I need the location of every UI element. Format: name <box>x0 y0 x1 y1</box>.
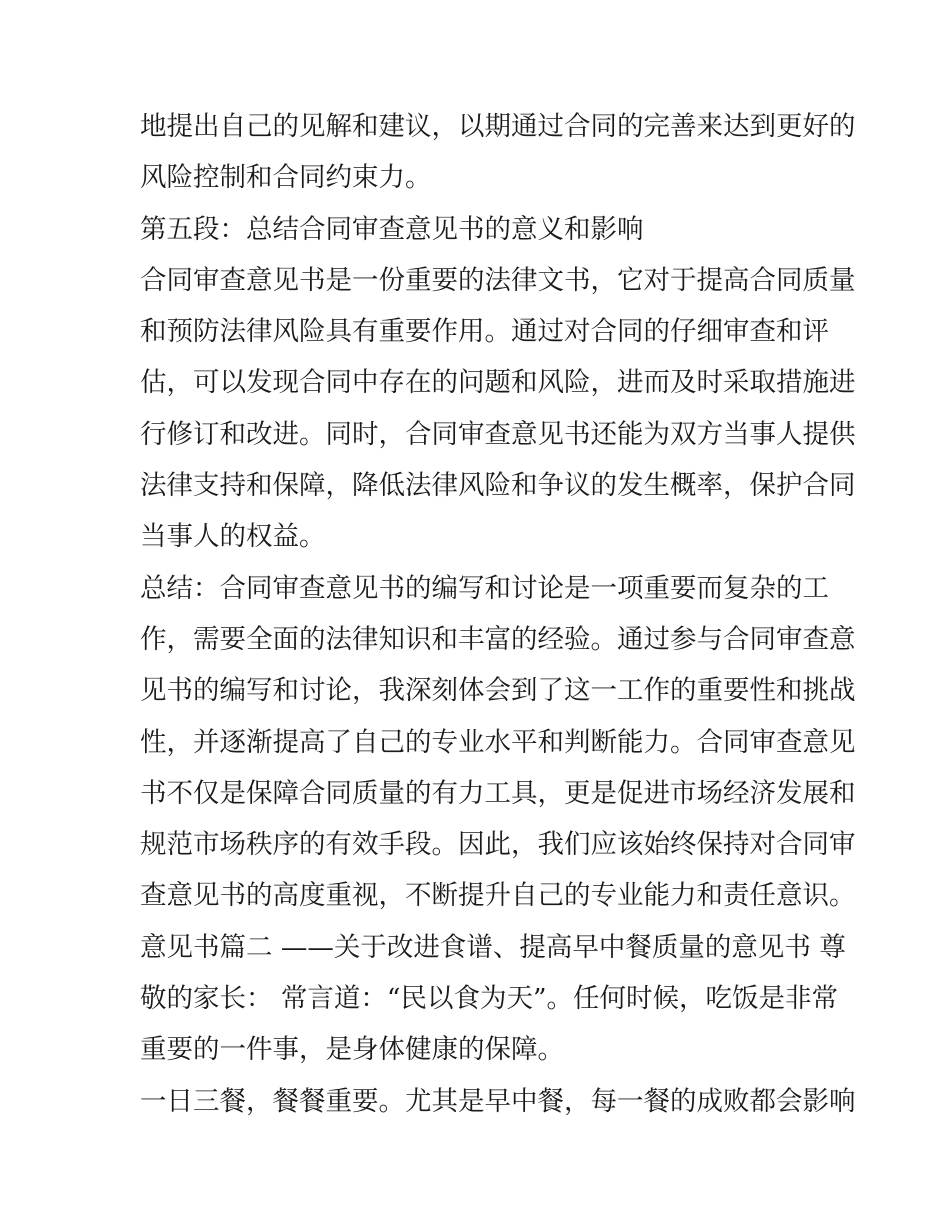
text-line: 总结：合同审查意见书的编写和讨论是一项重要而复杂的工 <box>140 572 829 604</box>
text-line: 行修订和改进。同时，合同审查意见书还能为双方当事人提供 <box>140 418 856 450</box>
text-line: 查意见书的高度重视，不断提升自己的专业能力和责任意识。 <box>140 880 856 912</box>
text-line: 书不仅是保障合同质量的有力工具，更是促进市场经济发展和 <box>140 777 856 809</box>
text-line: 性，并逐渐提高了自己的专业水平和判断能力。合同审查意见 <box>140 726 856 758</box>
text-line: 当事人的权益。 <box>140 521 326 553</box>
text-line: 合同审查意见书是一份重要的法律文书，它对于提高合同质量 <box>140 264 856 296</box>
text-line: 重要的一件事，是身体健康的保障。 <box>140 1034 564 1066</box>
document-page <box>140 101 856 1127</box>
text-line: 和预防法律风险具有重要作用。通过对合同的仔细审查和评 <box>140 316 829 348</box>
text-line: 作，需要全面的法律知识和丰富的经验。通过参与合同审查意 <box>140 623 856 655</box>
text-line: 估，可以发现合同中存在的问题和风险，进而及时采取措施进 <box>140 367 856 399</box>
text-line: 规范市场秩序的有效手段。因此，我们应该始终保持对合同审 <box>140 829 856 861</box>
text-line: 法律支持和保障，降低法律风险和争议的发生概率，保护合同 <box>140 470 856 502</box>
text-line: 风险控制和合同约束力。 <box>140 162 432 194</box>
section-heading: 第五段：总结合同审查意见书的意义和影响 <box>140 213 644 245</box>
text-line: 见书的编写和讨论，我深刻体会到了这一工作的重要性和挑战 <box>140 675 856 707</box>
text-line: 意见书篇二 ——关于改进食谱、提高早中餐质量的意见书 尊 <box>140 931 846 963</box>
text-line: 敬的家长： 常言道：“民以食为天”。任何时候，吃饭是非常 <box>140 983 839 1015</box>
text-line: 地提出自己的见解和建议，以期通过合同的完善来达到更好的 <box>140 111 856 142</box>
text-line: 一日三餐，餐餐重要。尤其是早中餐，每一餐的成败都会影响 <box>140 1085 856 1117</box>
